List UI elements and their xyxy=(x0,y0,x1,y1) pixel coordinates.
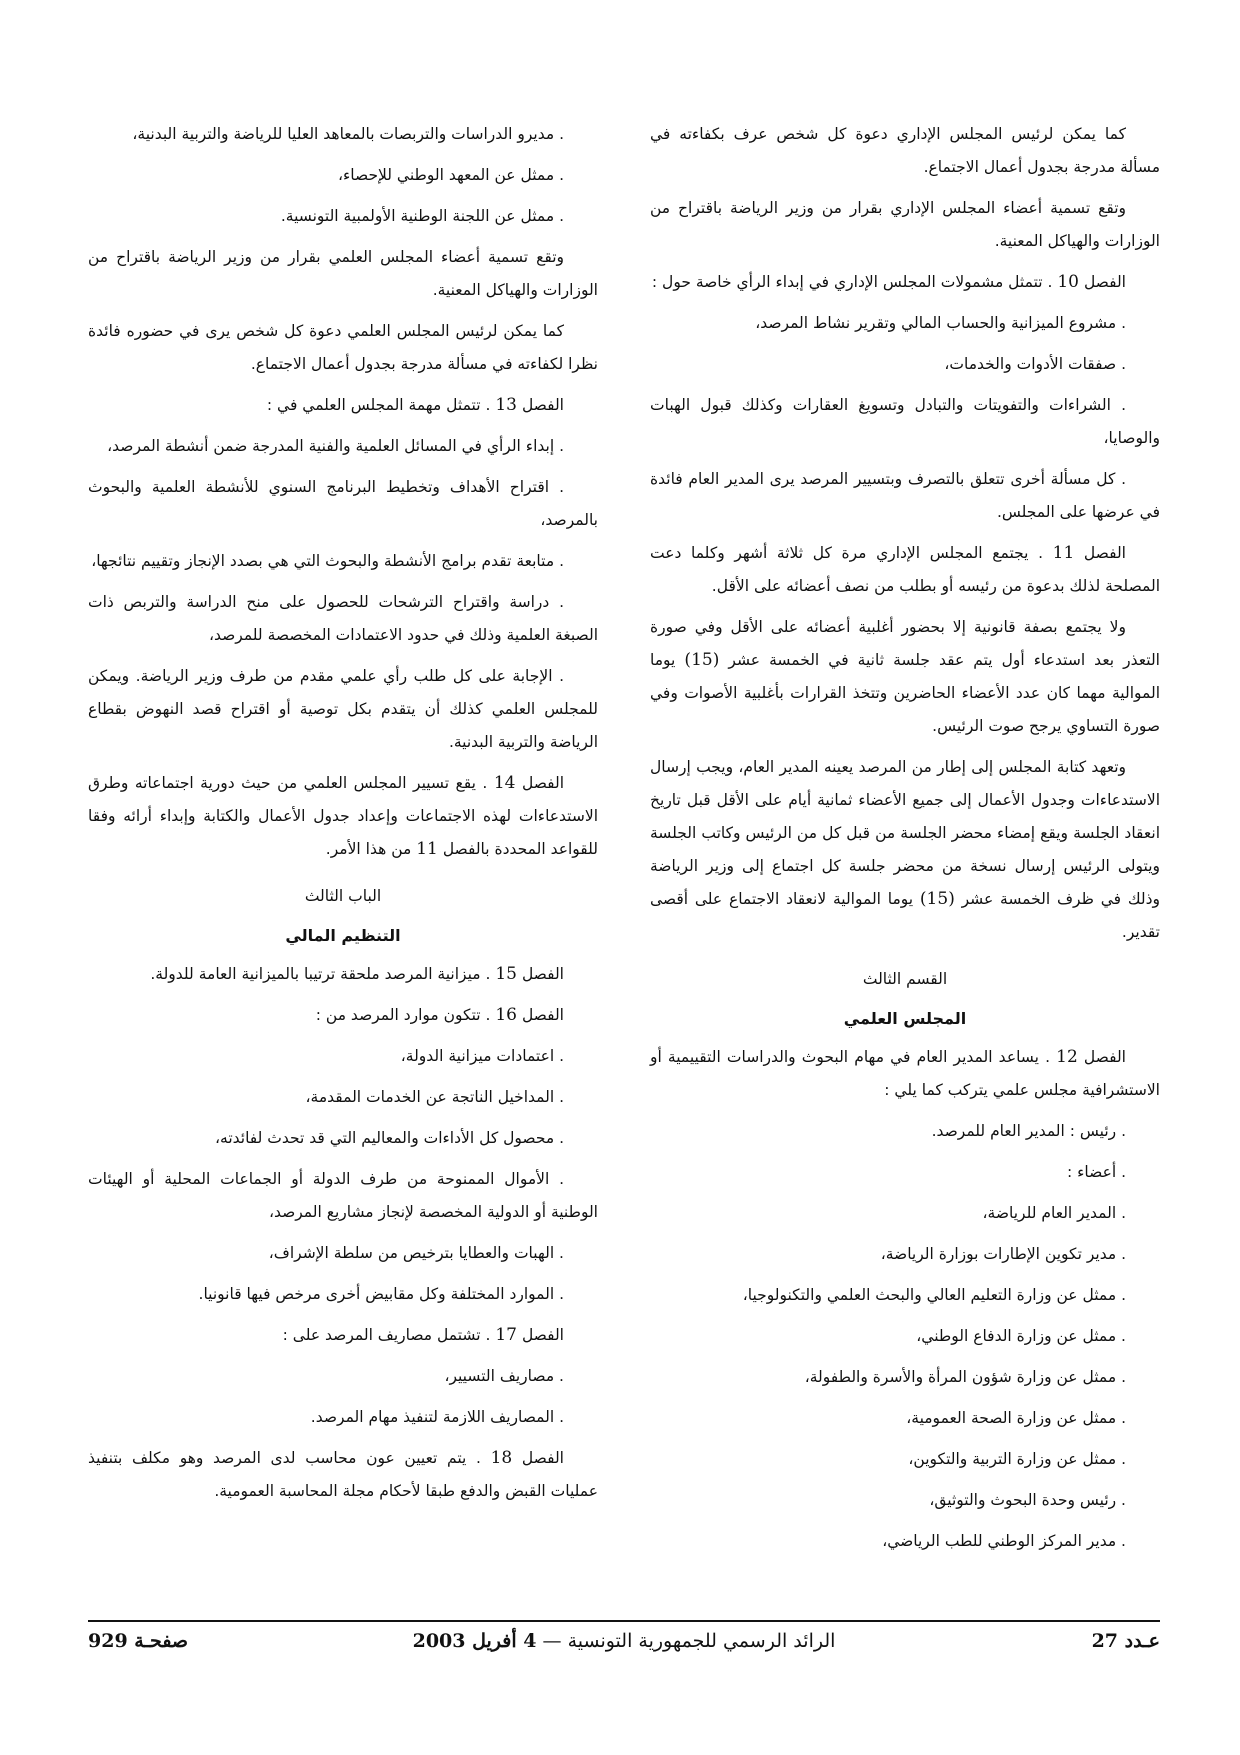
paragraph-secretariat: وتعهد كتابة المجلس إلى إطار من المرصد يعينه المدير العام، ويجب إرسال الاستدعاءات وجدول الأعمال إلى جميع الأعضاء ثمانية أيام على الأقل قبل تاريخ انعقاد الجلسة ويقع إمضاء محضر الجلسة من قبل كل من الرئيس وكاتب الجلسة ويتولى الرئيس إرسال نسخة من محضر جلسة كل اجتماع إلى وزير الرياضة وذلك في ظرف الخمسة عشر (15) يوما الموالية لانعقاد الاجتماع على أقصى تقدير. xyxy=(650,758,1160,941)
chapter-title: الباب الثالث xyxy=(304,887,382,905)
article-13: الفصل 13 . تتمثل مهمة المجلس العلمي في : xyxy=(266,395,564,415)
list-item: . صفقات الأدوات والخدمات، xyxy=(944,355,1126,373)
left-column xyxy=(88,118,598,1516)
article-14: الفصل 14 . يقع تسيير المجلس العلمي من حيث دورية اجتماعاته وطرق الاستدعاءات لهذه الاجتماعات وإعداد جدول الأعمال والكتابة وإبداء أرائه وفقا للقواعد المحددة بالفصل 11 من هذا الأمر. xyxy=(88,773,598,859)
list-item: . الهبات والعطايا بترخيص من سلطة الإشراف، xyxy=(268,1244,564,1262)
section-title: القسم الثالث xyxy=(862,970,948,988)
list-item: . مديرو الدراسات والتربصات بالمعاهد العليا للرياضة والتربية البدنية، xyxy=(132,125,564,143)
list-item: . الإجابة على كل طلب رأي علمي مقدم من طرف وزير الرياضة. ويمكن للمجلس العلمي كذلك أن يتقدم بكل توصية أو اقتراح قصد النهوض بقطاع الرياضة والتربية البدنية. xyxy=(88,667,598,751)
list-item: . مصاريف التسيير، xyxy=(444,1367,564,1385)
article-17: الفصل 17 . تشتمل مصاريف المرصد على : xyxy=(282,1325,564,1345)
list-item: . المدير العام للرياضة، xyxy=(982,1204,1126,1222)
list-item: . الشراءات والتفويتات والتبادل وتسويغ العقارات وكذلك قبول الهبات والوصايا، xyxy=(650,396,1160,447)
list-item: . المداخيل الناتجة عن الخدمات المقدمة، xyxy=(305,1088,564,1106)
list-item: . اعتمادات ميزانية الدولة، xyxy=(400,1047,564,1065)
paragraph: كما يمكن لرئيس المجلس الإداري دعوة كل شخص عرف بكفاءته في مسألة مدرجة بجدول أعمال الاجتماع. xyxy=(650,125,1160,176)
issue-number: عـدد 27 xyxy=(1091,1630,1160,1652)
list-item: . ممثل عن وزارة الصحة العمومية، xyxy=(906,1409,1126,1427)
list-item: . مدير تكوين الإطارات بوزارة الرياضة، xyxy=(880,1245,1126,1263)
list-item: . أعضاء : xyxy=(1066,1163,1126,1181)
article-16: الفصل 16 . تتكون موارد المرصد من : xyxy=(315,1005,564,1025)
list-item: . اقتراح الأهداف وتخطيط البرنامج السنوي للأنشطة العلمية والبحوث بالمرصد، xyxy=(88,478,598,529)
list-item: . الأموال الممنوحة من طرف الدولة أو الجماعات المحلية أو الهيئات الوطنية أو الدولية المخصصة لإنجاز مشاريع المرصد، xyxy=(88,1170,598,1221)
list-item: . ممثل عن وزارة التربية والتكوين، xyxy=(908,1450,1126,1468)
chapter-subtitle: التنظيم المالي xyxy=(285,926,401,945)
list-item: . رئيس وحدة البحوث والتوثيق، xyxy=(929,1491,1126,1509)
article-10: الفصل 10 . تتمثل مشمولات المجلس الإداري في إبداء الرأي خاصة حول : xyxy=(651,272,1126,292)
list-item: . ممثل عن وزارة شؤون المرأة والأسرة والطفولة، xyxy=(804,1368,1126,1386)
article-11: الفصل 11 . يجتمع المجلس الإداري مرة كل ثلاثة أشهر وكلما دعت المصلحة لذلك بدعوة من رئيسه أو بطلب من نصف أعضائه على الأقل. xyxy=(650,543,1160,595)
list-item: . إبداء الرأي في المسائل العلمية والفنية المدرجة ضمن أنشطة المرصد، xyxy=(107,437,564,455)
list-item: . رئيس : المدير العام للمرصد. xyxy=(931,1122,1126,1140)
list-item: . ممثل عن وزارة التعليم العالي والبحث العلمي والتكنولوجيا، xyxy=(742,1286,1126,1304)
list-item: . دراسة واقتراح الترشحات للحصول على منح الدراسة والتربص ذات الصبغة العلمية وذلك في حدود الاعتمادات المخصصة للمرصد، xyxy=(88,593,598,644)
list-item: . ممثل عن اللجنة الوطنية الأولمبية التونسية. xyxy=(280,207,564,225)
list-item: . ممثل عن المعهد الوطني للإحصاء، xyxy=(337,166,564,184)
article-18: الفصل 18 . يتم تعيين عون محاسب لدى المرصد وهو مكلف بتنفيذ عمليات القبض والدفع طبقا لأحكام مجلة المحاسبة العمومية. xyxy=(88,1448,598,1500)
article-12: الفصل 12 . يساعد المدير العام في مهام البحوث والدراسات التقييمية أو الاستشرافية مجلس علمي يتركب كما يلي : xyxy=(650,1047,1160,1099)
list-item: . مشروع الميزانية والحساب المالي وتقرير نشاط المرصد، xyxy=(755,314,1126,332)
list-item: . متابعة تقدم برامج الأنشطة والبحوث التي هي بصدد الإنجاز وتقييم نتائجها، xyxy=(91,552,564,570)
list-item: . مدير المركز الوطني للطب الرياضي، xyxy=(882,1532,1126,1550)
paragraph: وتقع تسمية أعضاء المجلس الإداري بقرار من وزير الرياضة باقتراح من الوزارات والهياكل المعنية. xyxy=(650,199,1160,250)
page-footer xyxy=(88,1630,1160,1670)
right-column xyxy=(650,118,1160,1566)
list-item: . محصول كل الأداءات والمعاليم التي قد تحدث لفائدته، xyxy=(215,1129,564,1147)
paragraph: وتقع تسمية أعضاء المجلس العلمي بقرار من وزير الرياضة باقتراح من الوزارات والهياكل المعنية. xyxy=(88,248,598,299)
section-subtitle: المجلس العلمي xyxy=(843,1009,967,1028)
list-item: . كل مسألة أخرى تتعلق بالتصرف وبتسيير المرصد يرى المدير العام فائدة في عرضها على المجلس. xyxy=(650,470,1160,521)
paragraph: كما يمكن لرئيس المجلس العلمي دعوة كل شخص يرى في حضوره فائدة نظرا لكفاءته في مسألة مدرجة بجدول أعمال الاجتماع. xyxy=(88,322,598,373)
paragraph-quorum: ولا يجتمع بصفة قانونية إلا بحضور أغلبية أعضائه على الأقل وفي صورة التعذر بعد استدعاء أول يتم عقد جلسة ثانية في الخمسة عشر (15) يوما الموالية مهما كان عدد الأعضاء الحاضرين وتتخذ القرارات بأغلبية الأصوات وفي صورة التساوي يرجح صوت الرئيس. xyxy=(650,618,1160,735)
journal-title: الرائد الرسمي للجمهورية التونسية — 4 أفريل 2003 xyxy=(412,1630,836,1652)
page-number: صفحـة 929 xyxy=(88,1630,189,1652)
list-item: . الموارد المختلفة وكل مقابيض أخرى مرخص فيها قانونيا. xyxy=(198,1285,564,1303)
list-item: . ممثل عن وزارة الدفاع الوطني، xyxy=(916,1327,1126,1345)
footer-divider xyxy=(88,1620,1160,1622)
article-15: الفصل 15 . ميزانية المرصد ملحقة ترتيبا بالميزانية العامة للدولة. xyxy=(150,964,564,984)
list-item: . المصاريف اللازمة لتنفيذ مهام المرصد. xyxy=(310,1408,564,1426)
